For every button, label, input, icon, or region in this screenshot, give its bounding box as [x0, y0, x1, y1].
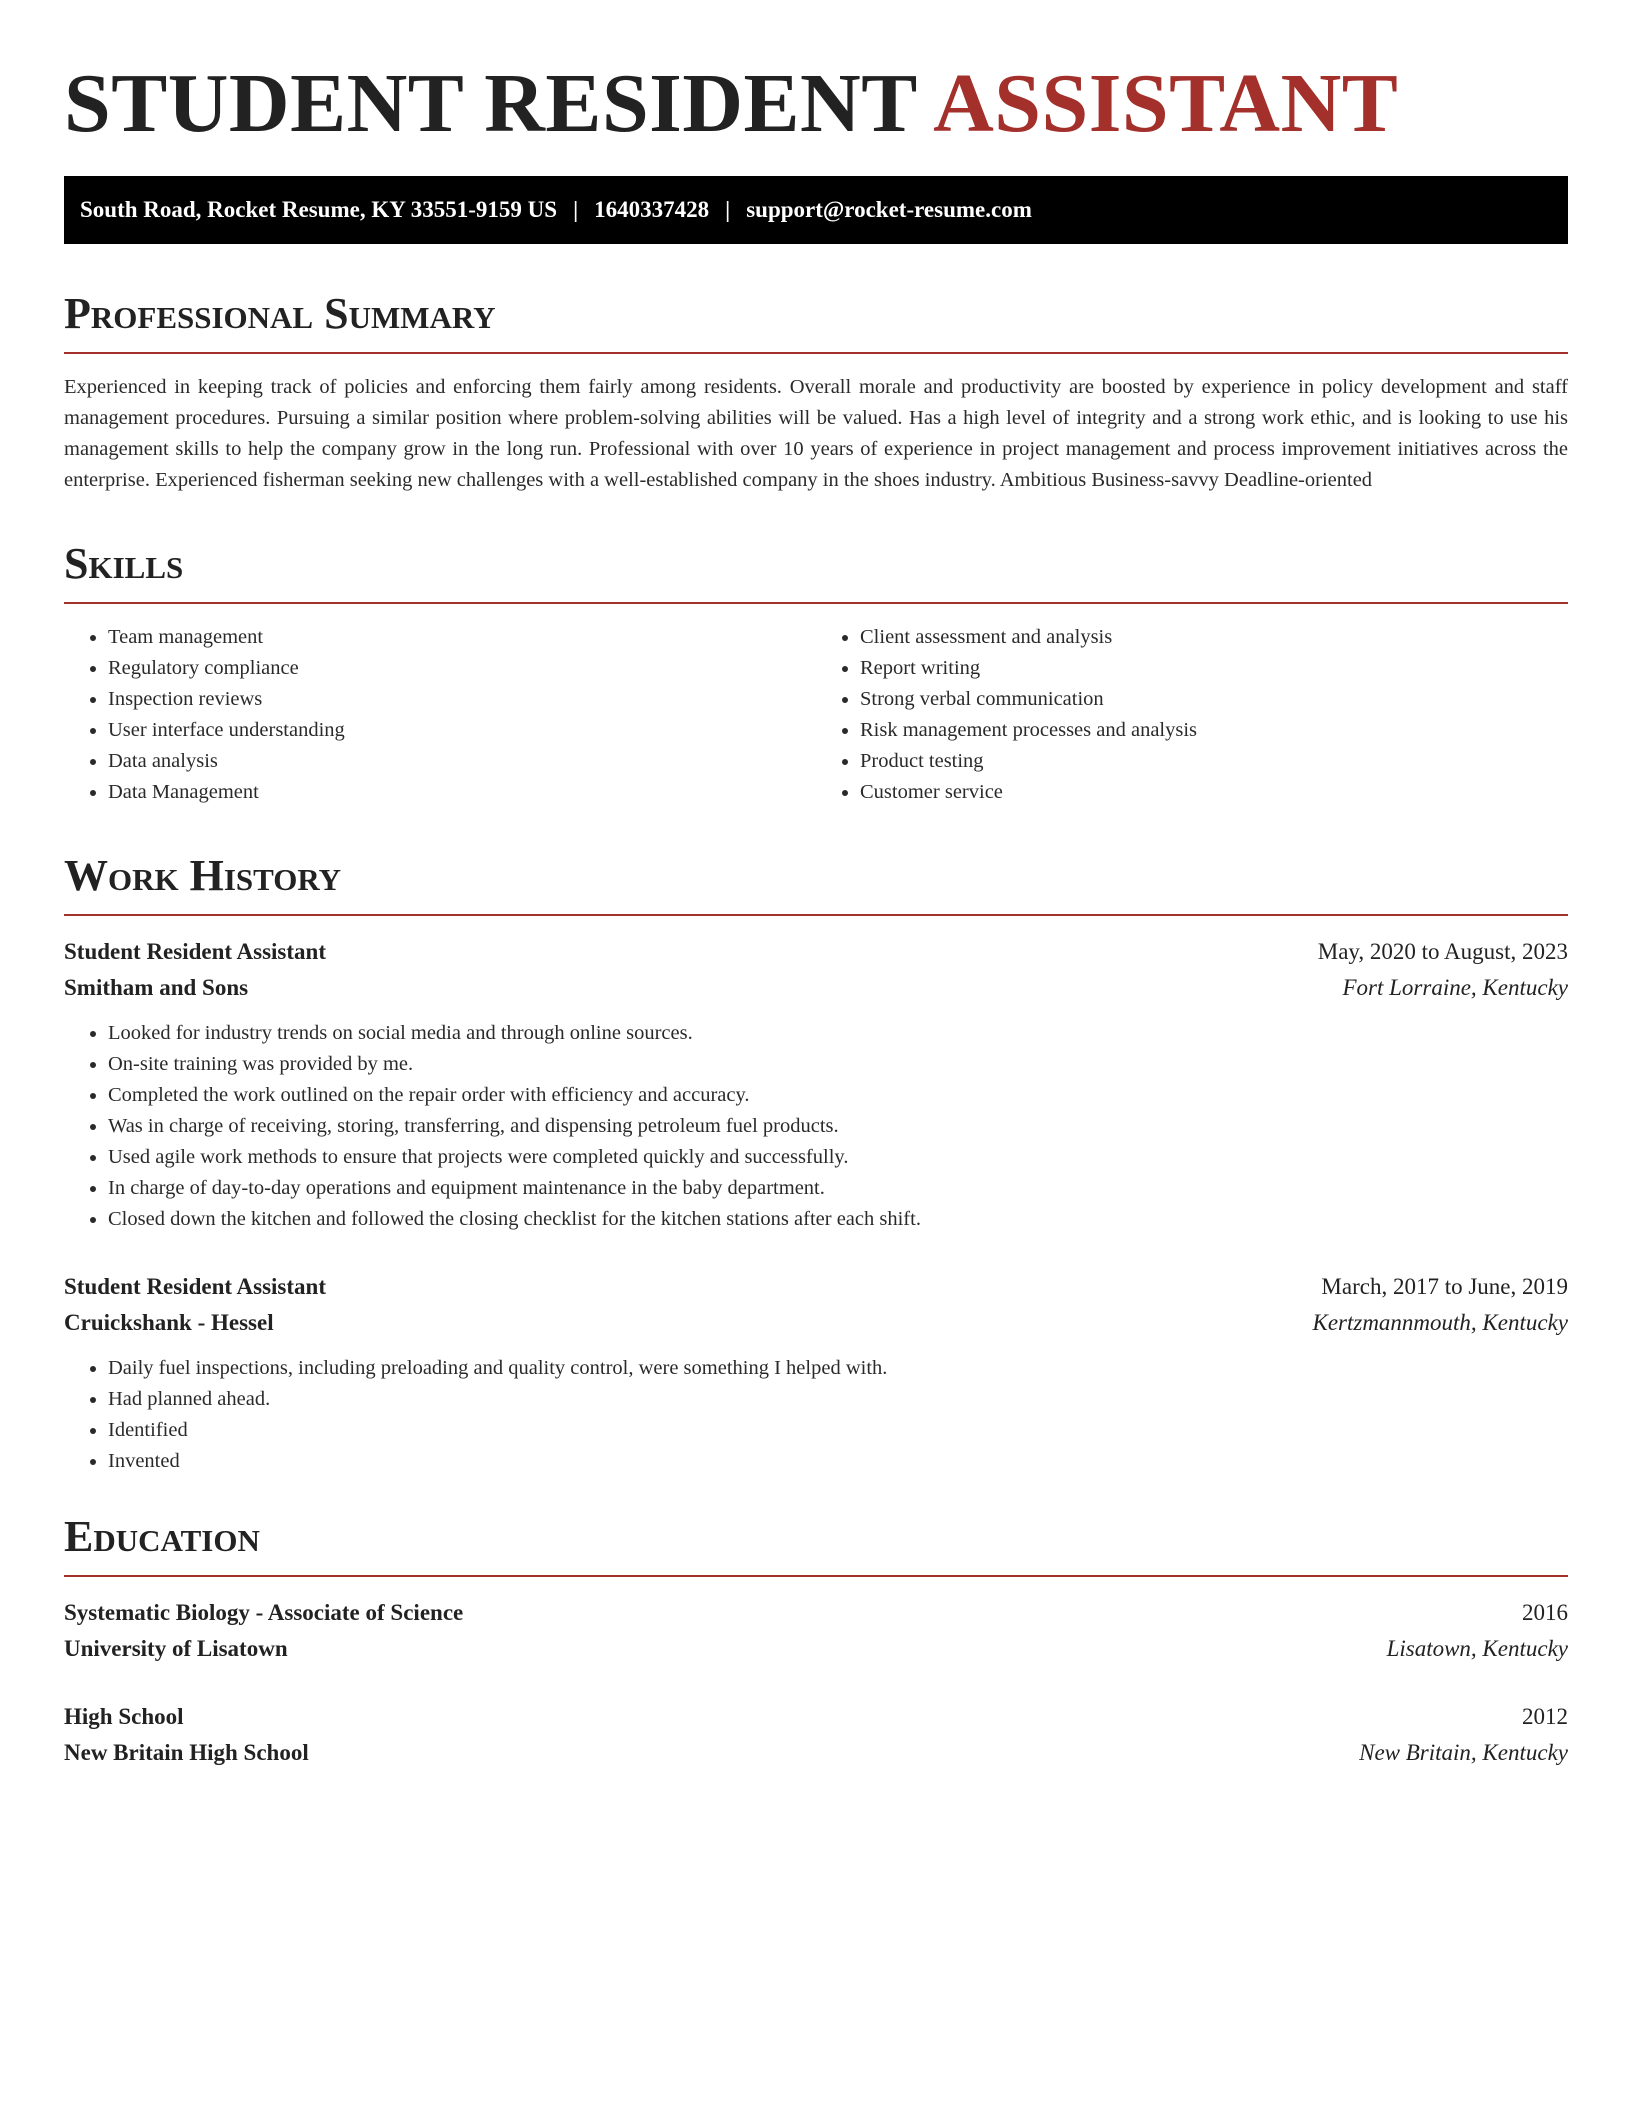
job-company: Smitham and Sons — [64, 975, 249, 1000]
summary-section — [64, 288, 1568, 496]
job-bullet: • Was in charge of receiving, storing, transferring, and dispensing petroleum fuel products. — [108, 1111, 1568, 1142]
education-school-row — [64, 1631, 1568, 1667]
job-bullet: • In charge of day-to-day operations and equipment maintenance in the baby department. — [108, 1173, 1568, 1204]
education-entry — [64, 1595, 1568, 1667]
section-divider — [64, 602, 1568, 604]
skills-list-right — [816, 622, 1568, 808]
job-bullet: • Had planned ahead. — [108, 1384, 1568, 1415]
job-bullet: • Daily fuel inspections, including preloading and quality control, were something I helped with. — [108, 1353, 1568, 1384]
skill-item: • Client assessment and analysis — [860, 622, 1568, 653]
skill-item: • Inspection reviews — [108, 684, 816, 715]
contact-address: South Road, Rocket Resume, KY 33551-9159 US — [80, 197, 558, 222]
education-school-row — [64, 1735, 1568, 1771]
job-dates: March, 2017 to June, 2019 — [1321, 1274, 1568, 1299]
education-degree: High School — [64, 1704, 184, 1729]
contact-email: support@rocket-resume.com — [746, 197, 1032, 222]
skill-item: • Data analysis — [108, 746, 816, 777]
contact-bar — [64, 176, 1568, 244]
job-location: Fort Lorraine, Kentucky — [1342, 975, 1568, 1000]
work-history-section — [64, 850, 1568, 1477]
skill-item: • User interface understanding — [108, 715, 816, 746]
education-degree: Systematic Biology - Associate of Science — [64, 1600, 464, 1625]
education-school: New Britain High School — [64, 1740, 309, 1765]
job-title: Student Resident Assistant — [64, 939, 326, 964]
education-location: Lisatown, Kentucky — [1386, 1636, 1568, 1661]
job-entry — [64, 1269, 1568, 1477]
name-last: ASSISTANT — [933, 57, 1399, 150]
job-bullet: • Completed the work outlined on the repair order with efficiency and accuracy. — [108, 1080, 1568, 1111]
skills-section — [64, 538, 1568, 808]
section-divider — [64, 1575, 1568, 1577]
job-bullet: • Identified — [108, 1415, 1568, 1446]
job-bullets — [64, 1018, 1568, 1235]
skill-item: • Risk management processes and analysis — [860, 715, 1568, 746]
education-title: Education — [64, 1512, 260, 1561]
summary-text: Experienced in keeping track of policies and enforcing them fairly among residents. Overall morale and productivity are boosted by experience in policy development and staff management procedures. Pursuing a similar position where problem-solving abilities will be valued. Has a high level of integrity and a strong work ethic, and is looking to use his management skills to help the company grow in the long run. Professional with over 10 years of experience in project management and process improvement initiatives across the enterprise. Experienced fisherman seeking new challenges with a well-established company in the shoes industry. Ambitious Business-savvy Deadline-oriented — [64, 376, 1568, 491]
summary-title: Professional Summary — [64, 289, 496, 338]
education-entry — [64, 1699, 1568, 1771]
job-bullets — [64, 1353, 1568, 1477]
job-bullet: • Used agile work methods to ensure that projects were completed quickly and successfully. — [108, 1142, 1568, 1173]
section-divider — [64, 914, 1568, 916]
work-history-title: Work History — [64, 851, 342, 900]
job-bullet: • Invented — [108, 1446, 1568, 1477]
contact-separator: | — [725, 197, 731, 222]
skill-item: • Team management — [108, 622, 816, 653]
job-bullet: • On-site training was provided by me. — [108, 1049, 1568, 1080]
skill-item: • Report writing — [860, 653, 1568, 684]
resume-name — [64, 56, 1568, 152]
education-school: University of Lisatown — [64, 1636, 288, 1661]
name-first: STUDENT RESIDENT — [64, 57, 917, 150]
skill-item: • Regulatory compliance — [108, 653, 816, 684]
contact-phone: 1640337428 — [594, 197, 710, 222]
job-entry — [64, 934, 1568, 1235]
job-location: Kertzmannmouth, Kentucky — [1312, 1310, 1568, 1335]
skills-columns — [64, 622, 1568, 808]
skills-title: Skills — [64, 539, 184, 588]
education-location: New Britain, Kentucky — [1359, 1740, 1568, 1765]
job-dates: May, 2020 to August, 2023 — [1317, 939, 1568, 964]
job-header-row — [64, 934, 1568, 970]
education-year: 2016 — [1522, 1600, 1568, 1625]
skills-list-left — [64, 622, 816, 808]
skill-item: • Strong verbal communication — [860, 684, 1568, 715]
skill-item: • Data Management — [108, 777, 816, 808]
job-company: Cruickshank - Hessel — [64, 1310, 274, 1335]
section-divider — [64, 352, 1568, 354]
education-section — [64, 1511, 1568, 1771]
education-degree-row — [64, 1699, 1568, 1735]
education-year: 2012 — [1522, 1704, 1568, 1729]
contact-separator: | — [573, 197, 579, 222]
skill-item: • Product testing — [860, 746, 1568, 777]
job-title: Student Resident Assistant — [64, 1274, 326, 1299]
job-company-row — [64, 970, 1568, 1006]
skill-item: • Customer service — [860, 777, 1568, 808]
job-company-row — [64, 1305, 1568, 1341]
education-degree-row — [64, 1595, 1568, 1631]
job-header-row — [64, 1269, 1568, 1305]
job-bullet: • Looked for industry trends on social media and through online sources. — [108, 1018, 1568, 1049]
job-bullet: • Closed down the kitchen and followed the closing checklist for the kitchen stations after each shift. — [108, 1204, 1568, 1235]
